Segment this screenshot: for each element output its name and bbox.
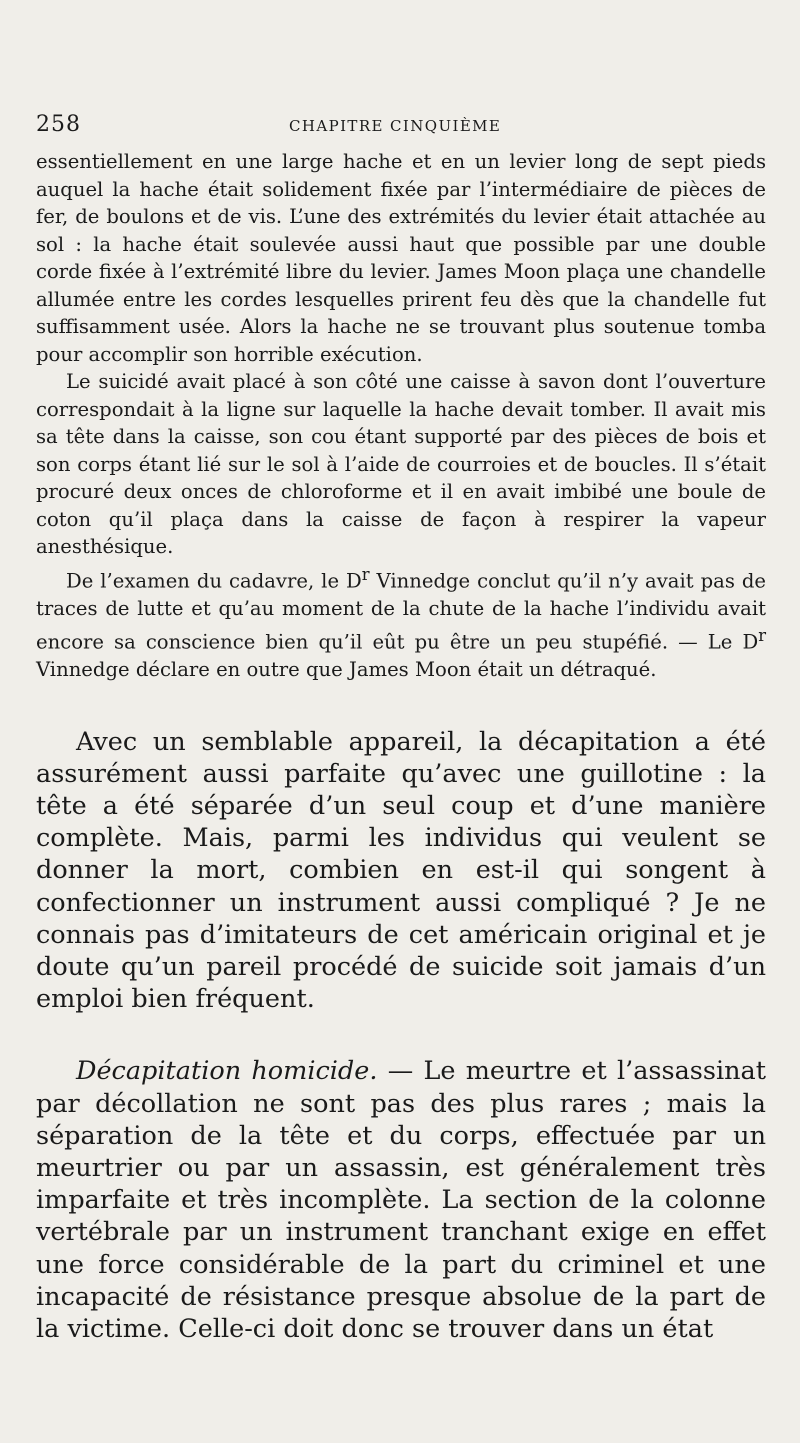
quote-p3-part-a: De l’examen du cadavre, le D	[66, 569, 362, 593]
superscript-r: r	[758, 626, 766, 646]
quote-paragraph-3	[36, 561, 766, 684]
running-head: CHAPITRE CINQUIÈME	[289, 117, 502, 135]
body-paragraph-1: Avec un semblable appareil, la décapitation a été assurément aussi parfaite qu’avec une guillotine : la tête a été séparée d’un seul coup et d’une manière complète. Mais, parmi les individus qui veulent se donner la mort, combien en est-il qui songent à confectionner un instrument aussi compliqué ? Je ne connais pas d’imitateurs de cet américain original et je doute qu’un pareil procédé de suicide soit jamais d’un emploi bien fréquent.	[36, 726, 766, 1015]
quote-p3-part-c: Vinnedge déclare en outre que James Moon était un détraqué.	[36, 658, 657, 682]
quote-p3-part-b: Vinnedge conclut qu’il n’y avait pas de traces de lutte et qu’au moment de la chute de la hache l’individu avait encore sa conscience bien qu’il eût pu être un peu stupéfié. — Le D	[36, 569, 766, 654]
book-page	[36, 108, 766, 1345]
body-paragraph-2-text: — Le meurtre et l’assassinat par décollation ne sont pas des plus rares ; mais la séparation de la tête et du corps, effectuée par un meurtrier ou par un assassin, est généralement très imparfaite et très incomplète. La section de la colonne vertébrale par un instrument tranchant exige en effet une force considérable de la part du criminel et une incapacité de résistance presque absolue de la part de la victime. Celle-ci doit donc se trouver dans un état	[36, 1056, 766, 1345]
quote-paragraph-1: essentiellement en une large hache et en un levier long de sept pieds auquel la hache était solidement fixée par l’intermédiaire de pièces de fer, de boulons et de vis. L’une des extrémités du levier était attachée au sol : la hache était soulevée aussi haut que possible par une double corde fixée à l’extrémité libre du levier. James Moon plaça une chandelle allumée entre les cordes lesquelles prirent feu dès que la chandelle fut suffisamment usée. Alors la hache ne se trouvant plus soutenue tomba pour accomplir son horrible exécution.	[36, 150, 766, 366]
page-header	[36, 108, 766, 148]
section-heading: Décapitation homicide.	[76, 1056, 378, 1087]
superscript-r: r	[361, 564, 370, 584]
page-number: 258	[36, 112, 81, 137]
quoted-passage	[36, 148, 766, 684]
body-paragraph-2	[36, 1055, 766, 1345]
quote-paragraph-2: Le suicidé avait placé à son côté une caisse à savon dont l’ouverture correspondait à la ligne sur laquelle la hache devait tomber. Il avait mis sa tête dans la caisse, son cou étant supporté par des pièces de bois et son corps étant lié sur le sol à l’aide de courroies et de boucles. Il s’était procuré deux onces de chloroforme et il en avait imbibé une boule de coton qu’il plaça dans la caisse de façon à respirer la vapeur anesthésique.	[36, 370, 766, 558]
